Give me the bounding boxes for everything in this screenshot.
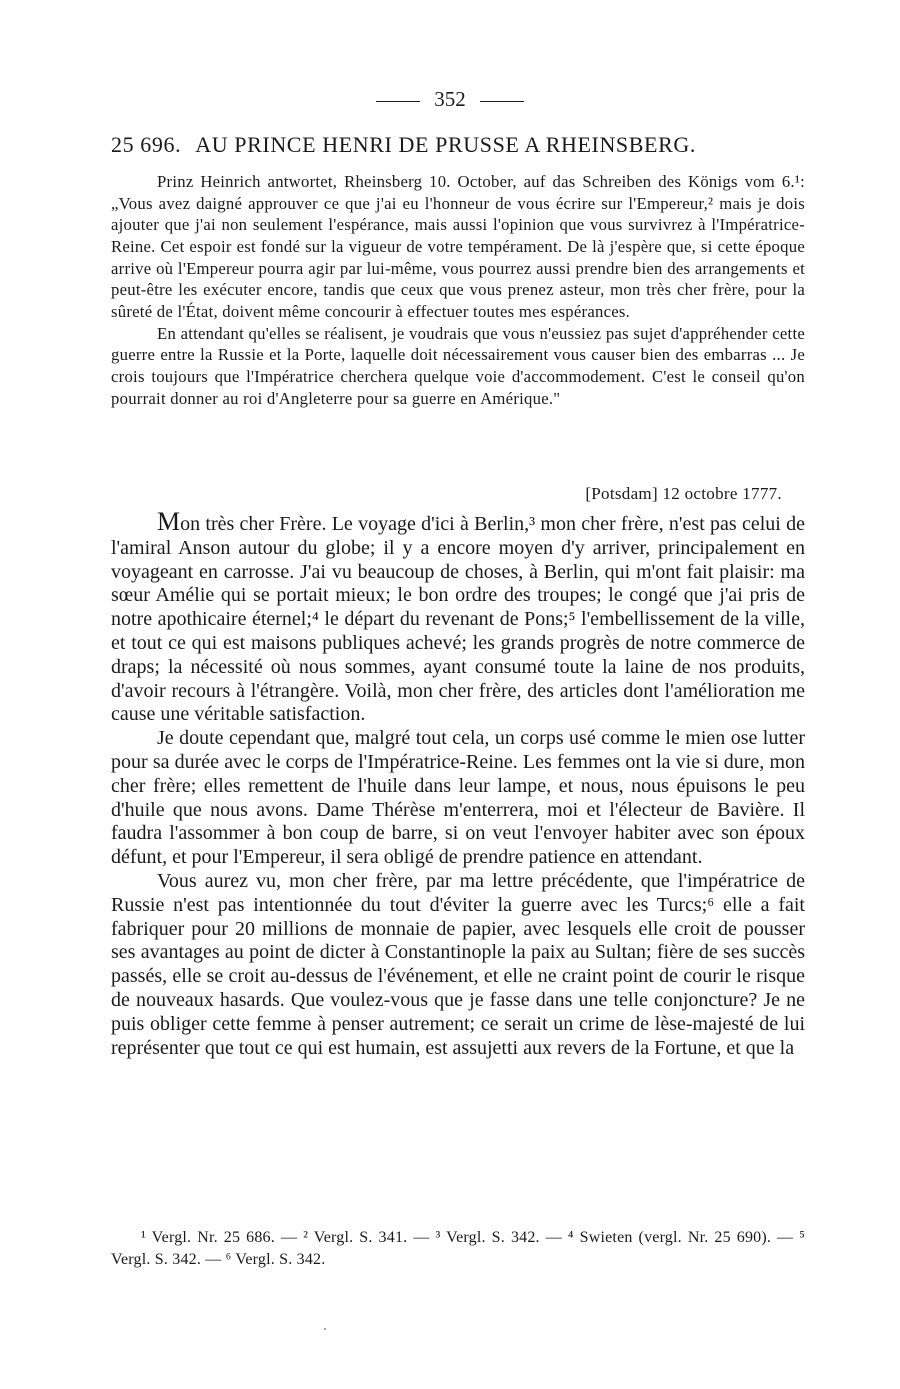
footnote-text: ¹ Vergl. Nr. 25 686. — ² Vergl. S. 341. — ³ Vergl. S. 342. — ⁴ Swieten (vergl. Nr. 25 690). — ⁵ Vergl. S. 342. — ⁶ Vergl. S. 342.	[111, 1229, 805, 1268]
letter-paragraph: Vous aurez vu, mon cher frère, par ma lettre précédente, que l'impératrice de Russie n'est pas intentionnée du tout d'éviter la guerre avec les Turcs;⁶ elle a fait fabriquer pour 20 millions de monnaie de papier, avec lesquels elle croit de pousser ses avantages au point de dicter à Constantinople la paix au Sultan; fière de ses succès passés, elle se croit au-dessus de l'événement, et elle ne craint point de courir le risque de nouveaux hasards. Que voulez-vous que je fasse dans une telle conjoncture? Je ne puis obliger cette femme à penser autrement; ce serait un crime de lèse-majesté de lui représenter que tout ce qui est humain, est assujetti aux revers de la Fortune, et que la	[111, 869, 805, 1059]
summary-paragraph: Prinz Heinrich antwortet, Rheinsberg 10. October, auf das Schreiben des Königs vom 6.¹: „Vous avez daigné approuver ce que j'ai eu l'honneur de vous écrire sur l'Empereur,² mais je dois ajouter que j'ai non seulement l'espérance, mais aussi l'opinion que vous survivrez à l'Impératrice-Reine. Cet espoir est fondé sur la vigueur de votre tempérament. De là j'espère que, si cette époque arrive où l'Empereur pourra agir par lui-même, vous pourrez aussi prendre bien des arrangements et peut-être les exécuter encore, tandis que ceux que vous prenez asteur, mon très cher frère, pour la sûreté de l'État, doivent même concourir à effectuer toutes mes espérances.	[111, 172, 805, 321]
letter-paragraph: Je doute cependant que, malgré tout cela, un corps usé comme le mien ose lutter pour sa durée avec le corps de l'Impératrice-Reine. Les femmes ont la vie si dure, mon cher frère; elles remettent de l'huile dans leur lampe, et nous, nous épuisons le peu d'huile que nous avons. Dame Thérèse m'enterrera, moi et l'électeur de Bavière. Il faudra l'assommer à bon coup de barre, si on veut l'envoyer habiter avec son époux défunt, et pour l'Empereur, il sera obligé de prendre patience en attendant.	[111, 727, 805, 869]
letter-number: 25 696.	[111, 132, 182, 157]
dateline: [Potsdam] 12 octobre 1777.	[585, 484, 782, 503]
reply-summary	[111, 171, 805, 409]
letter-title: AU PRINCE HENRI DE PRUSSE A RHEINSBERG.	[195, 132, 696, 157]
page-number-rule-right	[480, 101, 524, 102]
page-number-rule-left	[376, 101, 420, 102]
paper-speck	[324, 1328, 326, 1330]
page-number: 352	[434, 87, 466, 111]
summary-paragraph: En attendant qu'elles se réalisent, je voudrais que vous n'eussiez pas sujet d'appréhender cette guerre entre la Russie et la Porte, laquelle doit nécessairement vous causer bien des embarras ... Je crois toujours que l'Impératrice cherchera quelque voie d'accommodement. C'est le conseil qu'on pourrait donner au roi d'Angleterre pour sa guerre en Amérique."	[111, 323, 805, 408]
letter-body	[111, 507, 805, 1060]
letter-paragraph: Mon très cher Frère. Le voyage d'ici à Berlin,³ mon cher frère, n'est pas celui de l'amiral Anson autour du globe; il y a encore moyen d'y arriver, principalement en voyageant en carrosse. J'ai vu beaucoup de choses, à Berlin, qui m'ont fait plaisir: ma sœur Amélie qui se portait mieux; le bon ordre des troupes; le congé que j'ai pris de notre apothicaire éternel;⁴ le départ du revenant de Pons;⁵ l'embellissement de la ville, et tout ce qui est maisons publiques achevé; les grands progrès de notre commerce de draps; la nécessité où nous sommes, ayant consumé toute la laine de nos produits, d'avoir recours à l'étrangère. Voilà, mon cher frère, des articles dont l'amélioration me cause une véritable satisfaction.	[111, 507, 805, 726]
letter-heading	[111, 130, 811, 160]
page-number-line	[0, 86, 900, 112]
footnotes	[111, 1227, 805, 1271]
